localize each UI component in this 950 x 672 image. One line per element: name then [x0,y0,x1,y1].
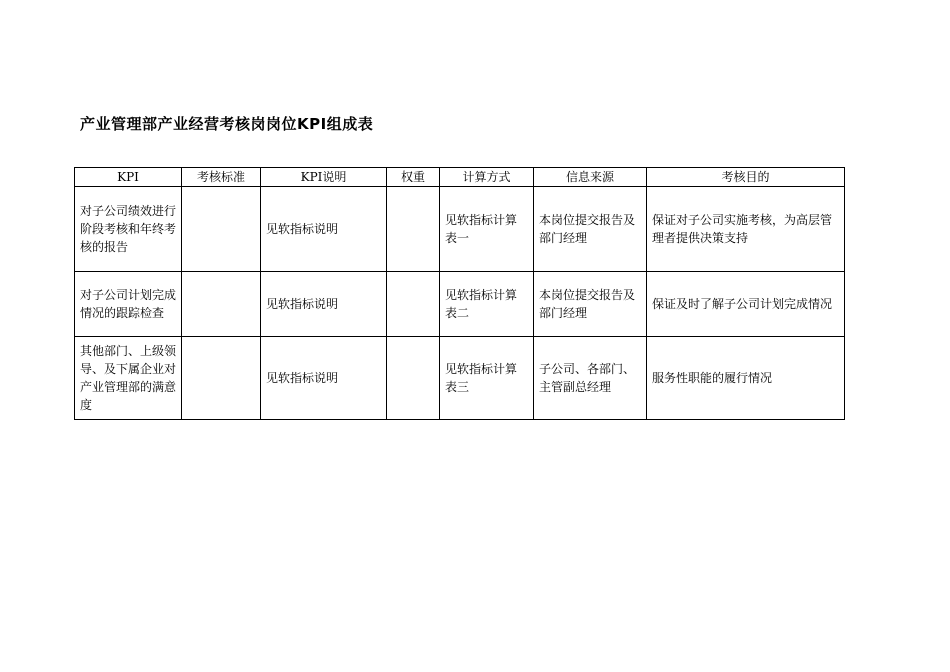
purpose-cell: 服务性职能的履行情况 [647,337,845,420]
source-cell: 子公司、各部门、主管副总经理 [534,337,647,420]
header-method: 计算方式 [440,168,534,187]
table-row [75,272,845,337]
method-cell: 见软指标计算表一 [440,187,534,272]
header-kpi: KPI [75,168,182,187]
kpi-cell: 对子公司绩效进行阶段考核和年终考核的报告 [75,187,182,272]
source-cell: 本岗位提交报告及部门经理 [534,187,647,272]
table-header-row [75,168,845,187]
method-cell: 见软指标计算表三 [440,337,534,420]
table-row [75,337,845,420]
kpi-cell: 其他部门、上级领导、及下属企业对产业管理部的满意度 [75,337,182,420]
kpi-table [74,167,845,420]
standard-cell [182,272,261,337]
header-standard: 考核标准 [182,168,261,187]
header-description: KPI说明 [261,168,387,187]
source-cell: 本岗位提交报告及部门经理 [534,272,647,337]
purpose-cell: 保证对子公司实施考核，为高层管理者提供决策支持 [647,187,845,272]
weight-cell [387,272,440,337]
header-purpose: 考核目的 [647,168,845,187]
weight-cell [387,187,440,272]
kpi-cell: 对子公司计划完成情况的跟踪检查 [75,272,182,337]
description-cell: 见软指标说明 [261,337,387,420]
standard-cell [182,337,261,420]
table-row [75,187,845,272]
standard-cell [182,187,261,272]
method-cell: 见软指标计算表二 [440,272,534,337]
header-source: 信息来源 [534,168,647,187]
description-cell: 见软指标说明 [261,272,387,337]
weight-cell [387,337,440,420]
header-weight: 权重 [387,168,440,187]
page-title: 产业管理部产业经营考核岗岗位KPI组成表 [80,115,374,133]
description-cell: 见软指标说明 [261,187,387,272]
purpose-cell: 保证及时了解子公司计划完成情况 [647,272,845,337]
